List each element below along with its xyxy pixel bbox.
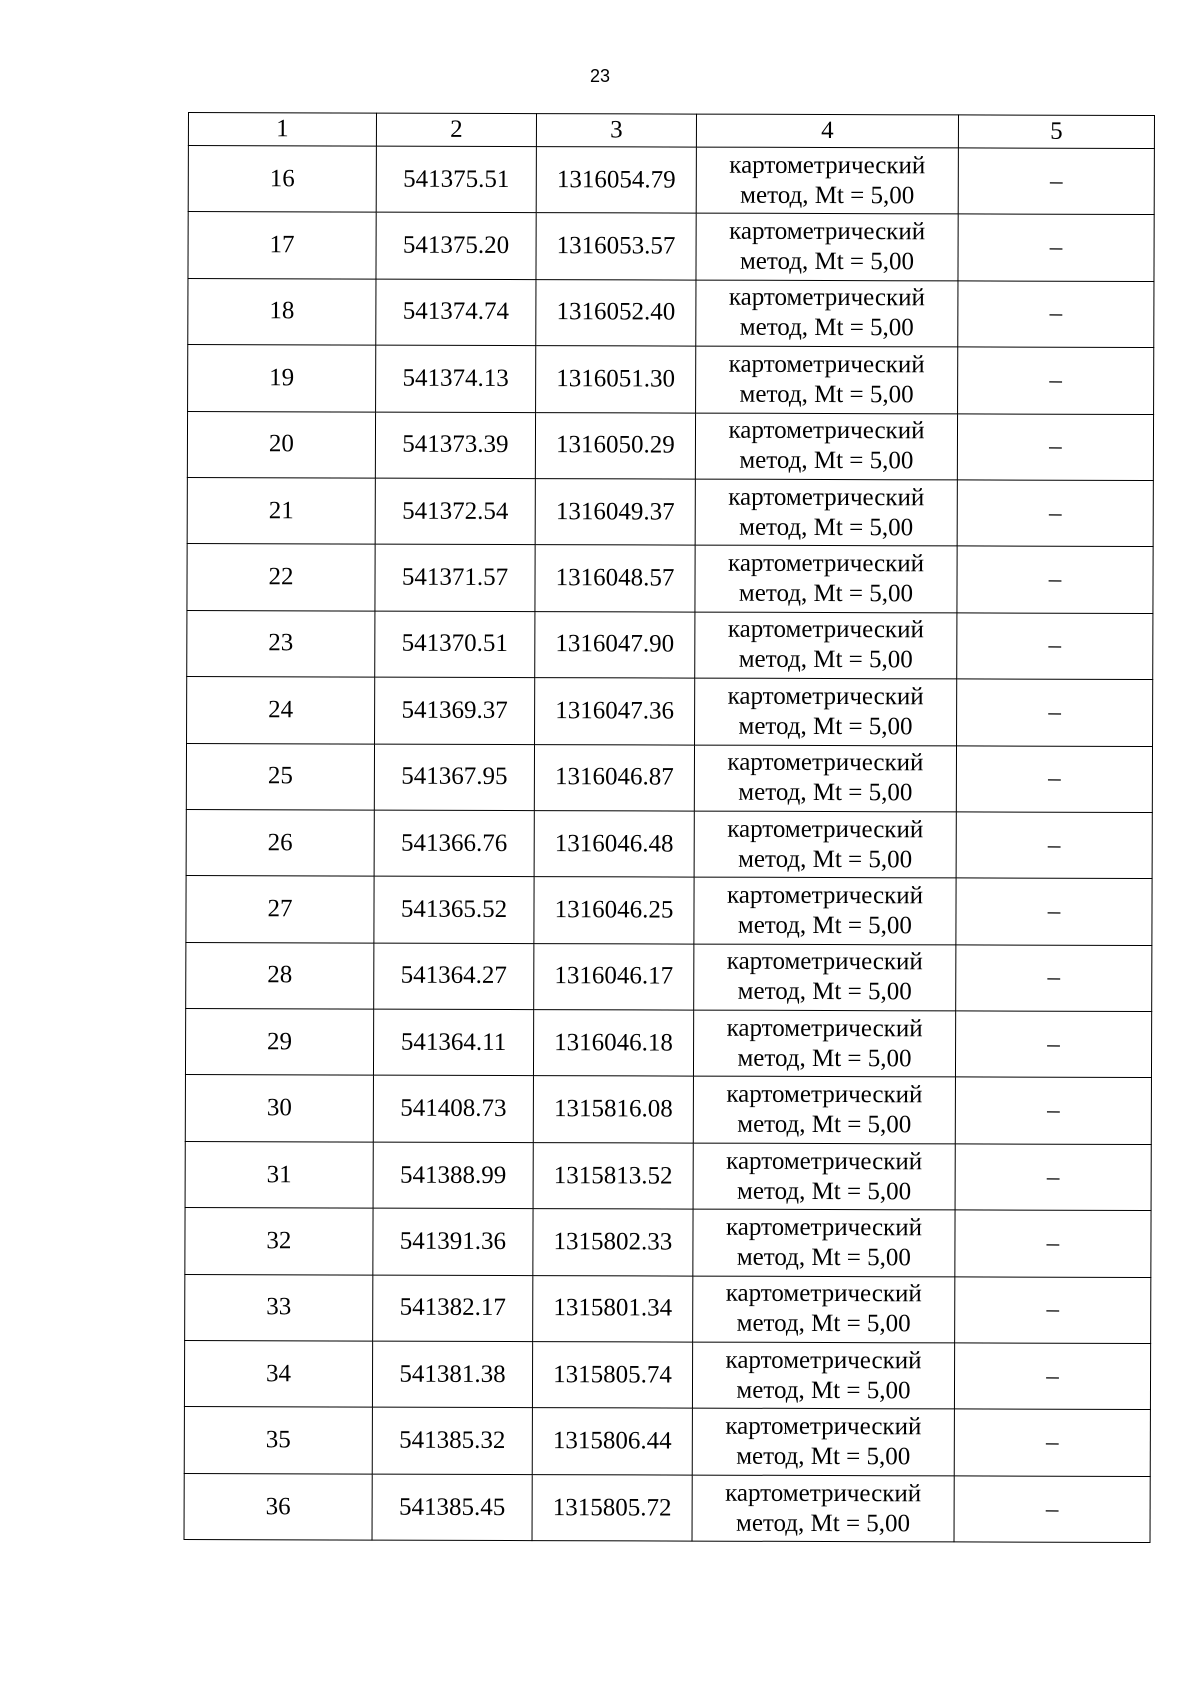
method-cell (696, 213, 958, 280)
point-number-cell: 34 (184, 1341, 372, 1408)
method-cell (692, 1475, 954, 1542)
note-cell: – (958, 347, 1154, 414)
table-row (184, 1473, 1150, 1542)
y-coordinate-cell: 1316052.40 (536, 279, 696, 346)
x-coordinate-cell: 541408.73 (373, 1076, 533, 1143)
x-coordinate-cell: 541381.38 (372, 1341, 532, 1408)
method-cell (694, 877, 956, 944)
x-coordinate-cell: 541385.32 (372, 1408, 532, 1475)
method-name-text: картометрический (728, 483, 925, 511)
point-number-cell: 28 (186, 942, 374, 1009)
note-cell: – (958, 281, 1154, 348)
coordinates-table (184, 112, 1155, 1543)
y-coordinate-cell: 1316046.25 (534, 877, 694, 944)
column-header-5: 5 (958, 115, 1154, 149)
y-coordinate-cell: 1316048.57 (535, 545, 695, 612)
x-coordinate-cell: 541375.20 (376, 212, 536, 279)
table-row (186, 809, 1152, 878)
method-accuracy-text: метод, Mt = 5,00 (737, 1177, 912, 1205)
table-row (187, 677, 1153, 746)
point-number-cell: 36 (184, 1473, 372, 1540)
y-coordinate-cell: 1316054.79 (536, 147, 696, 214)
note-cell: – (957, 413, 1153, 480)
method-name-text: картометрический (725, 1280, 922, 1308)
note-cell: – (955, 1011, 1151, 1078)
note-cell: – (957, 480, 1153, 547)
y-coordinate-cell: 1315806.44 (532, 1408, 692, 1475)
note-cell: – (955, 1077, 1151, 1144)
method-name-text: картометрический (725, 1346, 922, 1375)
y-coordinate-cell: 1316050.29 (535, 412, 695, 479)
y-coordinate-cell: 1315805.72 (532, 1474, 692, 1541)
method-name-text: картометрический (727, 815, 924, 843)
method-accuracy-text: метод, Mt = 5,00 (736, 1376, 911, 1404)
y-coordinate-cell: 1315813.52 (533, 1142, 693, 1209)
method-cell (692, 1409, 954, 1476)
x-coordinate-cell: 541371.57 (375, 544, 535, 611)
method-name-text: картометрический (727, 748, 924, 777)
method-name-text: картометрический (726, 1147, 923, 1175)
point-number-cell: 25 (186, 743, 374, 810)
y-coordinate-cell: 1315801.34 (533, 1275, 693, 1342)
note-cell: – (955, 1277, 1151, 1344)
method-cell (693, 1209, 955, 1276)
x-coordinate-cell: 541388.99 (373, 1142, 533, 1209)
method-cell (696, 280, 958, 347)
table-row (188, 278, 1154, 347)
method-name-text: картометрический (725, 1479, 922, 1507)
method-cell (693, 1276, 955, 1343)
x-coordinate-cell: 541391.36 (373, 1208, 533, 1275)
note-cell: – (954, 1409, 1150, 1476)
column-header-2: 2 (376, 113, 536, 147)
method-accuracy-text: метод, Mt = 5,00 (737, 1044, 912, 1073)
note-cell: – (956, 945, 1152, 1012)
method-accuracy-text: метод, Mt = 5,00 (738, 646, 913, 674)
point-number-cell: 20 (187, 411, 375, 478)
column-header-3: 3 (536, 114, 696, 148)
table-row (187, 477, 1153, 546)
note-cell: – (956, 812, 1152, 879)
method-accuracy-text: метод, Mt = 5,00 (736, 1310, 911, 1338)
method-accuracy-text: метод, Mt = 5,00 (739, 380, 914, 409)
table-row (185, 1274, 1151, 1343)
method-name-text: картометрический (726, 1080, 923, 1109)
table-row (184, 1407, 1150, 1476)
x-coordinate-cell: 541372.54 (375, 478, 535, 545)
note-cell: – (956, 878, 1152, 945)
point-number-cell: 22 (187, 544, 375, 611)
method-name-text: картометрический (728, 549, 925, 578)
table-row (187, 610, 1153, 679)
method-cell (694, 811, 956, 878)
y-coordinate-cell: 1315802.33 (533, 1209, 693, 1276)
method-accuracy-text: метод, Mt = 5,00 (735, 1509, 911, 1537)
point-number-cell: 24 (187, 677, 375, 744)
x-coordinate-cell: 541374.74 (376, 279, 536, 346)
x-coordinate-cell: 541364.27 (374, 943, 534, 1010)
table-row (186, 942, 1152, 1011)
y-coordinate-cell: 1316053.57 (536, 213, 696, 280)
method-cell (695, 545, 957, 612)
y-coordinate-cell: 1316046.17 (534, 943, 694, 1010)
page-number: 23 (589, 66, 611, 86)
method-name-text: картометрический (726, 948, 923, 976)
point-number-cell: 23 (187, 610, 375, 677)
y-coordinate-cell: 1316047.90 (535, 611, 695, 678)
method-accuracy-text: метод, Mt = 5,00 (739, 446, 914, 475)
table-row (188, 212, 1154, 281)
note-cell: – (958, 214, 1154, 281)
method-name-text: картометрический (728, 284, 925, 312)
method-name-text: картометрический (728, 416, 925, 445)
method-name-text: картометрический (729, 151, 926, 180)
method-name-text: картометрический (725, 1412, 922, 1441)
method-accuracy-text: метод, Mt = 5,00 (738, 579, 914, 608)
header-row (188, 113, 1154, 149)
note-cell: – (954, 1476, 1150, 1543)
x-coordinate-cell: 541364.11 (373, 1009, 533, 1076)
table-row (186, 876, 1152, 945)
x-coordinate-cell: 541382.17 (373, 1275, 533, 1342)
method-cell (692, 1342, 954, 1409)
x-coordinate-cell: 541369.37 (375, 677, 535, 744)
method-accuracy-text: метод, Mt = 5,00 (739, 513, 914, 541)
x-coordinate-cell: 541366.76 (374, 810, 534, 877)
table-row (187, 411, 1153, 480)
y-coordinate-cell: 1316047.36 (535, 678, 695, 745)
y-coordinate-cell: 1315805.74 (532, 1342, 692, 1409)
method-accuracy-text: метод, Mt = 5,00 (738, 712, 913, 741)
table-row (188, 345, 1154, 414)
note-cell: – (956, 745, 1152, 812)
method-accuracy-text: метод, Mt = 5,00 (737, 978, 912, 1006)
method-cell (694, 745, 956, 812)
y-coordinate-cell: 1316046.87 (534, 744, 694, 811)
y-coordinate-cell: 1316046.18 (533, 1010, 693, 1077)
table-row (187, 544, 1153, 613)
x-coordinate-cell: 541385.45 (372, 1474, 532, 1541)
note-cell: – (955, 1210, 1151, 1277)
note-cell: – (957, 546, 1153, 613)
point-number-cell: 17 (188, 212, 376, 279)
method-cell (696, 346, 958, 413)
column-header-4: 4 (696, 114, 958, 148)
x-coordinate-cell: 541374.13 (376, 345, 536, 412)
x-coordinate-cell: 541373.39 (375, 412, 535, 479)
point-number-cell: 30 (185, 1075, 373, 1142)
method-accuracy-text: метод, Mt = 5,00 (739, 314, 914, 342)
note-cell: – (955, 1144, 1151, 1211)
point-number-cell: 35 (184, 1407, 372, 1474)
point-number-cell: 27 (186, 876, 374, 943)
method-accuracy-text: метод, Mt = 5,00 (739, 247, 915, 276)
note-cell: – (957, 679, 1153, 746)
x-coordinate-cell: 541367.95 (374, 744, 534, 811)
method-cell (695, 479, 957, 546)
point-number-cell: 16 (188, 146, 376, 213)
point-number-cell: 19 (188, 345, 376, 412)
table-row (188, 146, 1154, 215)
table-row (185, 1208, 1151, 1277)
method-cell (695, 413, 957, 480)
method-accuracy-text: метод, Mt = 5,00 (740, 181, 915, 209)
table-row (185, 1075, 1151, 1144)
method-accuracy-text: метод, Mt = 5,00 (736, 1442, 911, 1471)
point-number-cell: 26 (186, 809, 374, 876)
method-name-text: картометрический (728, 350, 925, 379)
method-cell (694, 944, 956, 1011)
method-accuracy-text: метод, Mt = 5,00 (737, 1110, 912, 1139)
y-coordinate-cell: 1316049.37 (535, 479, 695, 546)
y-coordinate-cell: 1316046.48 (534, 810, 694, 877)
y-coordinate-cell: 1316051.30 (536, 346, 696, 413)
method-cell (696, 147, 958, 214)
point-number-cell: 32 (185, 1208, 373, 1275)
method-accuracy-text: метод, Mt = 5,00 (736, 1243, 911, 1272)
note-cell: – (958, 148, 1154, 215)
column-header-1: 1 (188, 113, 376, 147)
point-number-cell: 31 (185, 1141, 373, 1208)
point-number-cell: 29 (185, 1009, 373, 1076)
note-cell: – (954, 1343, 1150, 1410)
table-row (185, 1009, 1151, 1078)
method-name-text: картометрический (727, 682, 924, 711)
method-cell (695, 612, 957, 679)
method-accuracy-text: метод, Mt = 5,00 (738, 778, 913, 807)
table-row (185, 1141, 1151, 1210)
method-name-text: картометрический (729, 217, 926, 246)
method-name-text: картометрический (726, 881, 924, 910)
method-cell (693, 1010, 955, 1077)
x-coordinate-cell: 541375.51 (376, 146, 536, 213)
point-number-cell: 33 (185, 1274, 373, 1341)
x-coordinate-cell: 541370.51 (375, 611, 535, 678)
method-cell (695, 678, 957, 745)
method-accuracy-text: метод, Mt = 5,00 (737, 911, 913, 940)
x-coordinate-cell: 541365.52 (374, 876, 534, 943)
table-row (184, 1341, 1150, 1410)
method-accuracy-text: метод, Mt = 5,00 (738, 845, 913, 873)
method-cell (693, 1143, 955, 1210)
table-header (188, 113, 1154, 149)
method-name-text: картометрический (725, 1213, 923, 1242)
point-number-cell: 21 (187, 477, 375, 544)
point-number-cell: 18 (188, 278, 376, 345)
method-cell (693, 1077, 955, 1144)
y-coordinate-cell: 1315816.08 (533, 1076, 693, 1143)
method-name-text: картометрический (726, 1014, 923, 1043)
table-row (186, 743, 1152, 812)
method-name-text: картометрический (727, 616, 924, 644)
table-body (184, 146, 1154, 1543)
note-cell: – (957, 613, 1153, 680)
